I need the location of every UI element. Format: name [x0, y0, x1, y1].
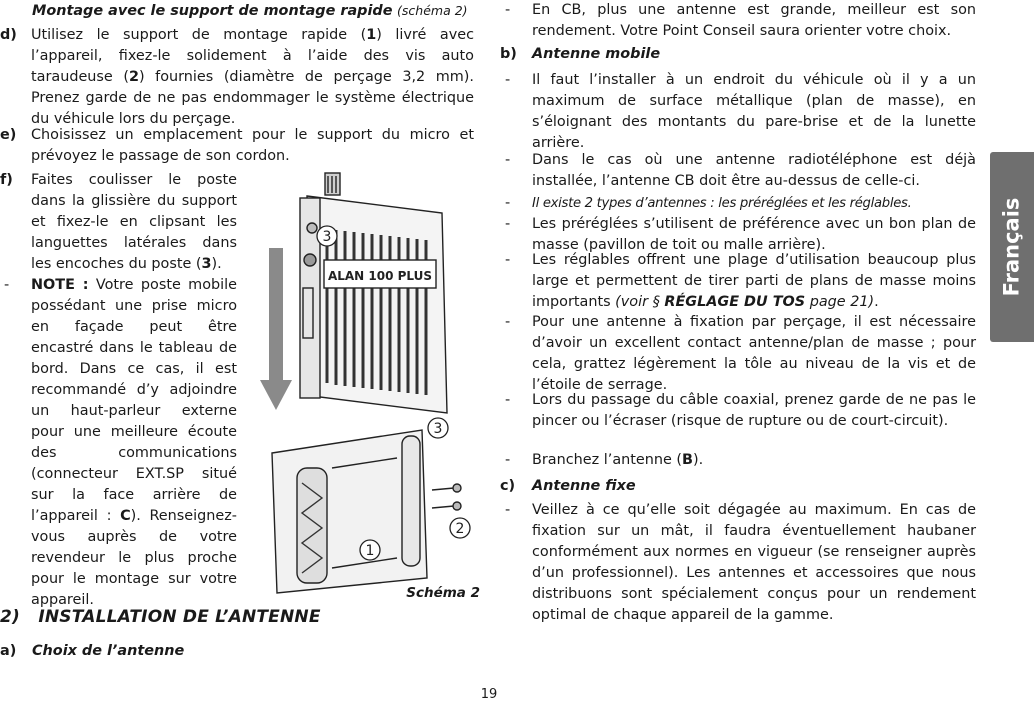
mounting-diagram — [252, 168, 480, 598]
sub-b-label: b) — [500, 46, 517, 62]
callout-1 — [360, 540, 380, 560]
p6-text: Les réglables offrent une plage d’utilisation beaucoup plus large et permettent de tirer parti de plans de masse moins importants (voir § RÉGLAGE DU TOS page 21). — [532, 252, 976, 310]
mounting-figure — [252, 168, 480, 601]
p10-dash: - — [505, 502, 511, 518]
sub-c-title: Antenne fixe — [532, 478, 636, 494]
p9-text: Branchez l’antenne (B). — [532, 452, 704, 468]
p4-dash: - — [505, 195, 511, 211]
item-e-label: e) — [0, 127, 17, 143]
svg-text:3: 3 — [322, 229, 332, 245]
mounting-bracket — [272, 430, 427, 593]
p5-dash: - — [505, 216, 511, 232]
item-d-text: Utilisez le support de montage rapide (1) livré avec l’appareil, fixez-le solidement à l’aide des vis auto taraudeuse (2) fournies (diamètre de perçage 3,2 mm). Prenez garde de ne pas endommager le système électrique du véhicule lors du perçage. — [31, 27, 474, 127]
svg-text:2: 2 — [455, 521, 465, 537]
p9-dash: - — [505, 452, 511, 468]
item-d-label: d) — [0, 27, 17, 43]
item-f-label: f) — [0, 172, 13, 188]
p2-dash: - — [505, 72, 511, 88]
p1-dash: - — [505, 2, 511, 18]
callout-2 — [450, 518, 470, 538]
callout-3-bracket — [428, 418, 448, 438]
p4-text: Il existe 2 types d’antennes : les préréglées et les réglables. — [532, 196, 912, 211]
language-tab — [990, 152, 1034, 342]
language-tab-label: Français — [999, 197, 1024, 297]
svg-text:3: 3 — [433, 421, 443, 437]
figure-caption: Schéma 2 — [406, 585, 480, 601]
sub-a-label: a) — [0, 643, 17, 659]
radio-device — [300, 173, 447, 413]
p8-text: Lors du passage du câble coaxial, prenez garde de ne pas le pincer ou l’écraser (risque de rupture ou de court-circuit). — [532, 392, 976, 429]
note-dash: - — [4, 277, 10, 293]
slide-down-arrow — [260, 248, 292, 410]
mounting-heading: Montage avec le support de montage rapide (schéma 2) — [32, 3, 468, 19]
sub-a-title: Choix de l’antenne — [32, 643, 185, 659]
p2-text: Il faut l’installer à un endroit du véhicule où il y a un maximum de surface métallique (plan de masse), en s’éloignant des montants du pare-brise et de la lunette arrière. — [532, 72, 976, 151]
sub-b-title: Antenne mobile — [532, 46, 661, 62]
callout-3-device — [317, 226, 337, 246]
p8-dash: - — [505, 392, 511, 408]
item-e-text: Choisissez un emplacement pour le support du micro et prévoyez le passage de son cordon. — [31, 127, 474, 164]
item-f-text: Faites coulisser le poste dans la glissière du support et fixez-le en clipsant les languettes latérales dans les encoches du poste (3). — [31, 172, 237, 272]
p6-dash: - — [505, 252, 511, 268]
p1-text: En CB, plus une antenne est grande, meilleur est son rendement. Votre Point Conseil saura orienter votre choix. — [532, 2, 976, 39]
p3-dash: - — [505, 152, 511, 168]
sub-c-label: c) — [500, 478, 516, 494]
p3-text: Dans le cas où une antenne radiotéléphone est déjà installée, l’antenne CB doit être au-dessus de celle-ci. — [532, 152, 976, 189]
section-title-antenna: 2) INSTALLATION DE L’ANTENNE — [0, 607, 321, 627]
p5-text: Les préréglées s’utilisent de préférence avec un bon plan de masse (pavillon de toit ou malle arrière). — [532, 216, 976, 253]
screws — [432, 484, 461, 510]
svg-text:ALAN 100 PLUS: ALAN 100 PLUS — [327, 269, 433, 283]
note-text: NOTE : Votre poste mobile possédant une prise micro en façade peut être encastré dans le tableau de bord. Dans ce cas, il est recommandé d’y adjoindre un haut-parleur externe pour une meilleure écoute des communications (connecteur EXT.SP situé sur la face arrière de l’appareil : C). Renseignez-vous auprès de votre revendeur le plus proche pour le montage sur votre appareil. — [31, 277, 237, 608]
p10-text: Veillez à ce qu’elle soit dégagée au maximum. En cas de fixation sur un mât, il faudra éventuellement haubaner conformément aux normes en vigueur (se renseigner auprès d’un professionnel). Les antennes et accessoires que nous distribuons sont spécialement conçus pour un rendement optimal de chaque appareil de la gamme. — [532, 502, 976, 623]
svg-text:1: 1 — [365, 543, 375, 559]
p7-dash: - — [505, 314, 511, 330]
p7-text: Pour une antenne à fixation par perçage, il est nécessaire d’avoir un excellent contact antenne/plan de masse ; pour cela, grattez légèrement la tôle au niveau de la vis et de l’étoile de serrage. — [532, 314, 976, 393]
page-number: 19 — [480, 687, 498, 702]
